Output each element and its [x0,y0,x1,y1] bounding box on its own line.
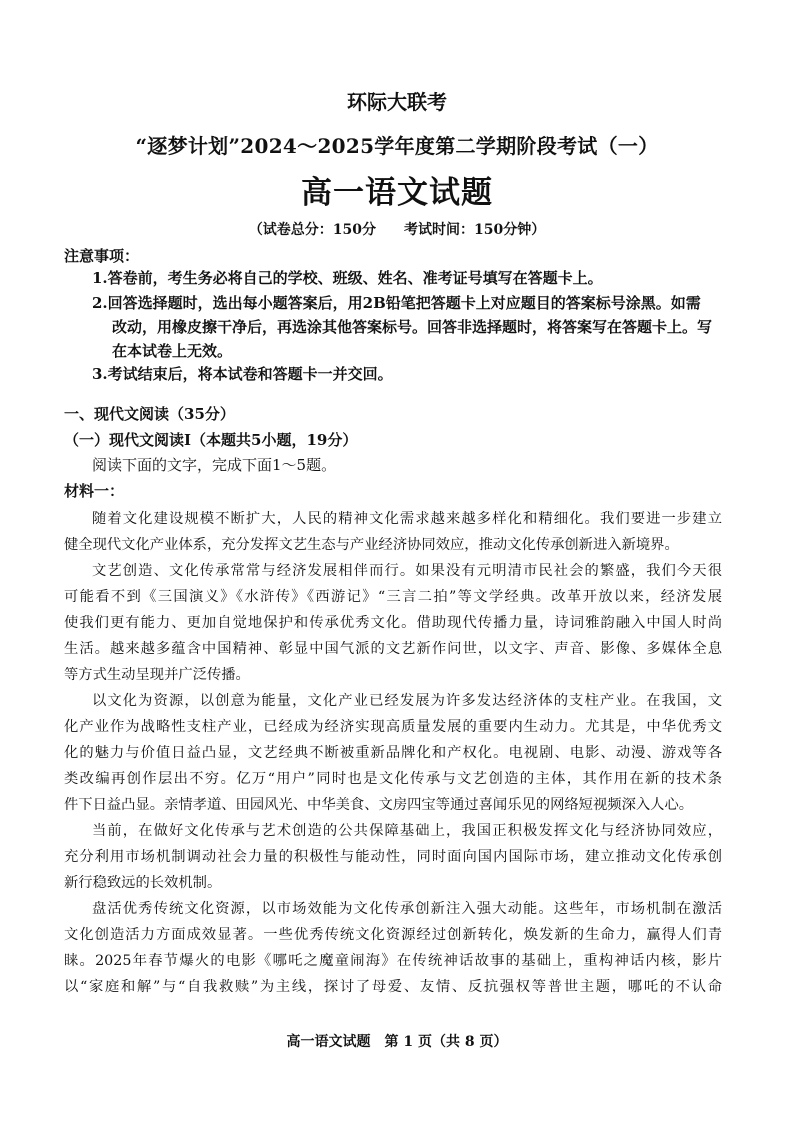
section-heading: 一、现代文阅读（35分） [64,405,235,423]
paragraph-line: 盘活优秀传统文化资源，以市场效能为文化传承创新注入强大动能。这些年，市场机制在激活 [92,901,722,917]
note-item-2-line-2: 改动，用橡皮擦干净后，再选涂其他答案标号。回答非选择题时，将答案写在答题卡上。写 [112,318,713,336]
paragraph-line: 文化创造活力方面成效显著。一些优秀传统文化资源经过创新转化，焕发新的生命力，赢得人们青 [64,927,722,943]
paragraph-4 [64,818,722,896]
organizer-title: 环际大联考 [347,90,447,114]
paragraph-line: 随着文化建设规模不断扩大，人民的精神文化需求越来越多样化和精细化。我们要进一步建立 [92,511,722,527]
paragraph-line: 当前，在做好文化传承与艺术创造的公共保障基础上，我国正积极发挥文化与经济协同效应， [92,823,722,839]
paragraph-line: 化的魅力与价值日益凸显，文艺经典不断被重新品牌化和产权化。电视剧、电影、动漫、游戏等各 [64,745,722,761]
subsection-heading: （一）现代文阅读Ⅰ（本题共5小题，19分） [64,431,358,449]
reading-instruction: 阅读下面的文字，完成下面1～5题。 [92,456,337,474]
paragraph-1 [64,506,722,558]
page-footer: 高一语文试题 第 1 页（共 8 页） [286,1034,508,1050]
paragraph-line: 新行稳致远的长效机制。 [64,875,222,891]
paragraph-line: 以文化为资源，以创意为能量，文化产业已经发展为许多发达经济体的支柱产业。在我国，文 [92,693,722,709]
paragraph-3 [64,688,722,818]
paragraph-line: 睐。2025年春节爆火的电影《哪吒之魔童闹海》在传统神话故事的基础上，重构神话内核，影片 [64,953,722,969]
paragraph-line: 健全现代文化产业体系，充分发挥文艺生态与产业经济协同效应，推动文化传承创新进入新境界。 [64,537,679,553]
paragraph-line: 充分利用市场机制调动社会力量的积极性与能动性，同时面向国内国际市场，建立推动文化传承创 [64,849,722,865]
material-label: 材料一： [64,482,125,500]
paragraph-line: 生活。越来越多蕴含中国精神、彰显中国气派的文艺新作问世，以文字、声音、影像、多媒体全息 [64,641,722,657]
paragraph-line: 使我们更有能力、更加自觉地保护和传承优秀文化。借助现代传播力量，诗词雅韵融入中国人时尚 [64,615,722,631]
paragraph-line: 文艺创造、文化传承常常与经济发展相伴而行。如果没有元明清市民社会的繁盛，我们今天很 [92,563,722,579]
exam-name: “逐梦计划”2024～2025学年度第二学期阶段考试（一） [135,134,659,158]
paragraph-line: 等方式生动呈现并广泛传播。 [64,667,250,683]
note-item-2-line-1: 2.回答选择题时，选出每小题答案后，用2B铅笔把答题卡上对应题目的答案标号涂黑。如需 [92,294,701,312]
paragraph-2 [64,558,722,688]
notes-title: 注意事项： [64,247,140,265]
note-item-1: 1.答卷前，考生务必将自己的学校、班级、姓名、准考证号填写在答题卡上。 [92,269,603,287]
paragraph-5 [64,896,722,1000]
note-item-2-line-3: 在本试卷上无效。 [112,342,233,360]
paragraph-line: 化产业作为战略性支柱产业，已经成为经济实现高质量发展的重要内生动力。尤其是，中华优秀文 [64,719,722,735]
note-item-3: 3.考试结束后，将本试卷和答题卡一并交回。 [92,365,393,383]
paragraph-line: 可能看不到《三国演义》《水浒传》《西游记》“三言二拍”等文学经典。改革开放以来，经济发展 [64,589,722,605]
paragraph-line: 以“家庭和解”与“自我救赎”为主线，探讨了母爱、友情、反抗强权等普世主题，哪吒的不认命 [64,979,722,995]
paragraph-line: 件下日益凸显。亲情孝道、田园风光、中华美食、文房四宝等通过喜闻乐见的网络短视频深入人心。 [64,797,694,813]
paragraph-line: 类改编再创作层出不穷。亿万“用户”同时也是文化传承与文艺创造的主体，其作用在新的技术条 [64,771,722,787]
exam-info: （试卷总分：150分 考试时间：150分钟） [248,222,546,238]
paper-title: 高一语文试题 [301,175,493,211]
